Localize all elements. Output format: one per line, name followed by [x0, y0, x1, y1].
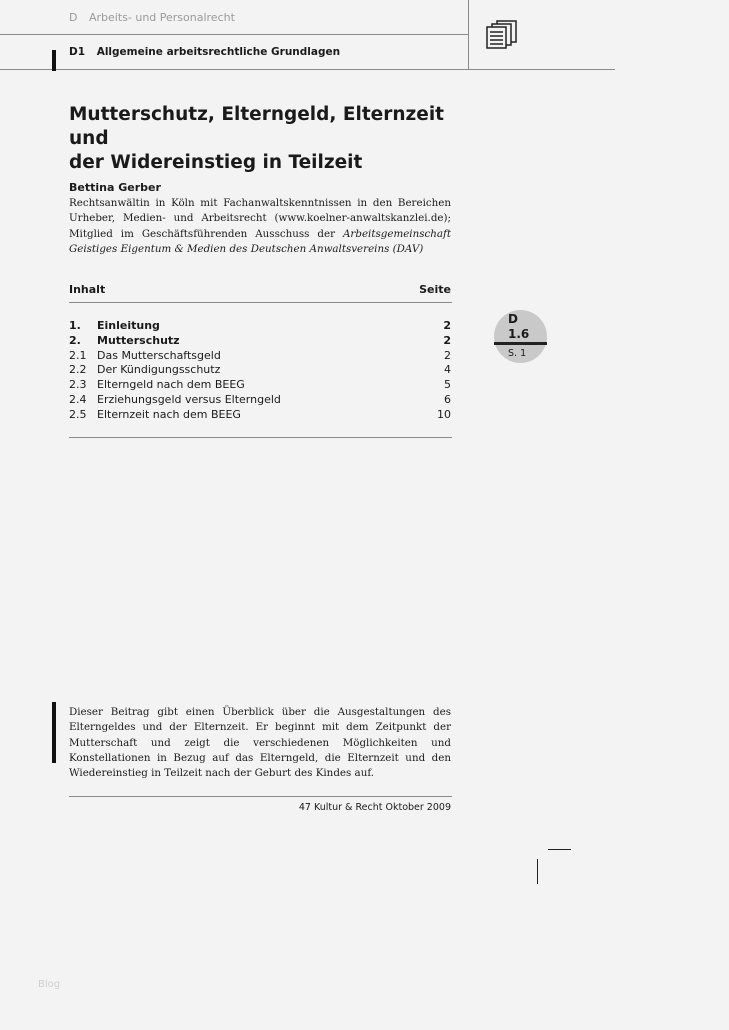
- article-title-line-2: der Widereinstieg in Teilzeit: [69, 152, 363, 173]
- crop-mark-horizontal: [548, 849, 571, 850]
- toc-label: Elternzeit nach dem BEEG: [97, 407, 241, 421]
- toc-page: 6: [444, 392, 451, 406]
- badge-page: S. 1: [508, 348, 527, 359]
- article-title-line-1: Mutterschutz, Elterngeld, Elternzeit und: [69, 104, 445, 149]
- toc-label: Einleitung: [97, 319, 160, 332]
- badge-section: D: [508, 312, 518, 326]
- toc-page: 2: [443, 333, 451, 347]
- subsection-title: Allgemeine arbeitsrechtliche Grundlagen: [96, 46, 341, 58]
- badge-chapter: 1.6: [508, 327, 530, 341]
- author-bio: [69, 196, 451, 257]
- watermark: Blog: [38, 979, 61, 990]
- documents-icon: [485, 20, 519, 50]
- crop-mark-vertical: [537, 859, 538, 884]
- toc-header-page: Seite: [419, 283, 451, 296]
- table-of-contents: [69, 319, 451, 423]
- toc-num: 2.: [69, 333, 81, 347]
- toc-row: [69, 408, 451, 423]
- header-divider: [0, 34, 469, 35]
- toc-page: 2: [443, 319, 451, 332]
- chapter-badge: [494, 310, 547, 363]
- footer-rule: [69, 796, 452, 797]
- author-bio-italic: Arbeitsgemeinschaft Geistiges Eigentum & Medien des Deutschen Anwaltsvereins (DAV): [69, 227, 451, 255]
- toc-row: [69, 334, 451, 349]
- toc-row: [69, 393, 451, 408]
- toc-num: 2.1: [69, 348, 87, 362]
- toc-label: Mutterschutz: [97, 333, 180, 347]
- article-title: [69, 103, 469, 175]
- toc-top-rule: [69, 302, 452, 303]
- toc-num: 1.: [69, 319, 81, 332]
- section-code: D: [69, 11, 78, 24]
- toc-header-label: Inhalt: [69, 283, 106, 296]
- toc-row: [69, 378, 451, 393]
- header-bottom-divider: [0, 69, 615, 70]
- section-header: [69, 11, 235, 24]
- toc-page: 4: [444, 363, 451, 377]
- toc-num: 2.5: [69, 407, 87, 421]
- toc-num: 2.3: [69, 378, 87, 392]
- subsection-header: [69, 46, 340, 58]
- toc-page: 5: [444, 378, 451, 392]
- subsection-code: D1: [69, 46, 86, 58]
- section-title: Arbeits- und Personalrecht: [88, 11, 235, 24]
- badge-bar: [494, 342, 547, 345]
- toc-label: Das Mutterschaftsgeld: [97, 348, 221, 362]
- toc-row: [69, 349, 451, 364]
- toc-label: Elterngeld nach dem BEEG: [97, 378, 245, 392]
- toc-row: [69, 363, 451, 378]
- header-vertical-divider: [468, 0, 469, 70]
- toc-label: Der Kündigungsschutz: [97, 363, 221, 377]
- toc-bottom-rule: [69, 437, 452, 438]
- abstract-marker: [52, 702, 56, 763]
- toc-label: Erziehungsgeld versus Elterngeld: [97, 392, 281, 406]
- toc-page: 10: [437, 407, 451, 421]
- author-bio-text: Rechtsanwältin in Köln mit Fachanwaltskenntnissen in den Bereichen Urheber, Medien- und Arbeitsrecht (www.koelner-anwaltskanzlei.de); Mitglied im Geschäftsführenden Ausschuss der: [69, 197, 451, 240]
- toc-num: 2.4: [69, 392, 87, 406]
- toc-page: 2: [444, 348, 451, 362]
- toc-header: [69, 283, 451, 296]
- toc-num: 2.2: [69, 363, 87, 377]
- margin-marker: [52, 50, 56, 71]
- toc-row: [69, 319, 451, 334]
- footer-text: 47 Kultur & Recht Oktober 2009: [298, 802, 451, 813]
- abstract-text: Dieser Beitrag gibt einen Überblick über die Ausgestaltungen des Elterngeldes und der Elternzeit. Er beginnt mit dem Zeitpunkt der Mutterschaft und zeigt die verschiedenen Möglichkeiten und Konstellationen in Bezug auf das Elterngeld, die Elternzeit und den Wiedereinstieg in Teilzeit nach der Geburt des Kindes auf.: [69, 706, 451, 780]
- author-name: Bettina Gerber: [69, 181, 161, 194]
